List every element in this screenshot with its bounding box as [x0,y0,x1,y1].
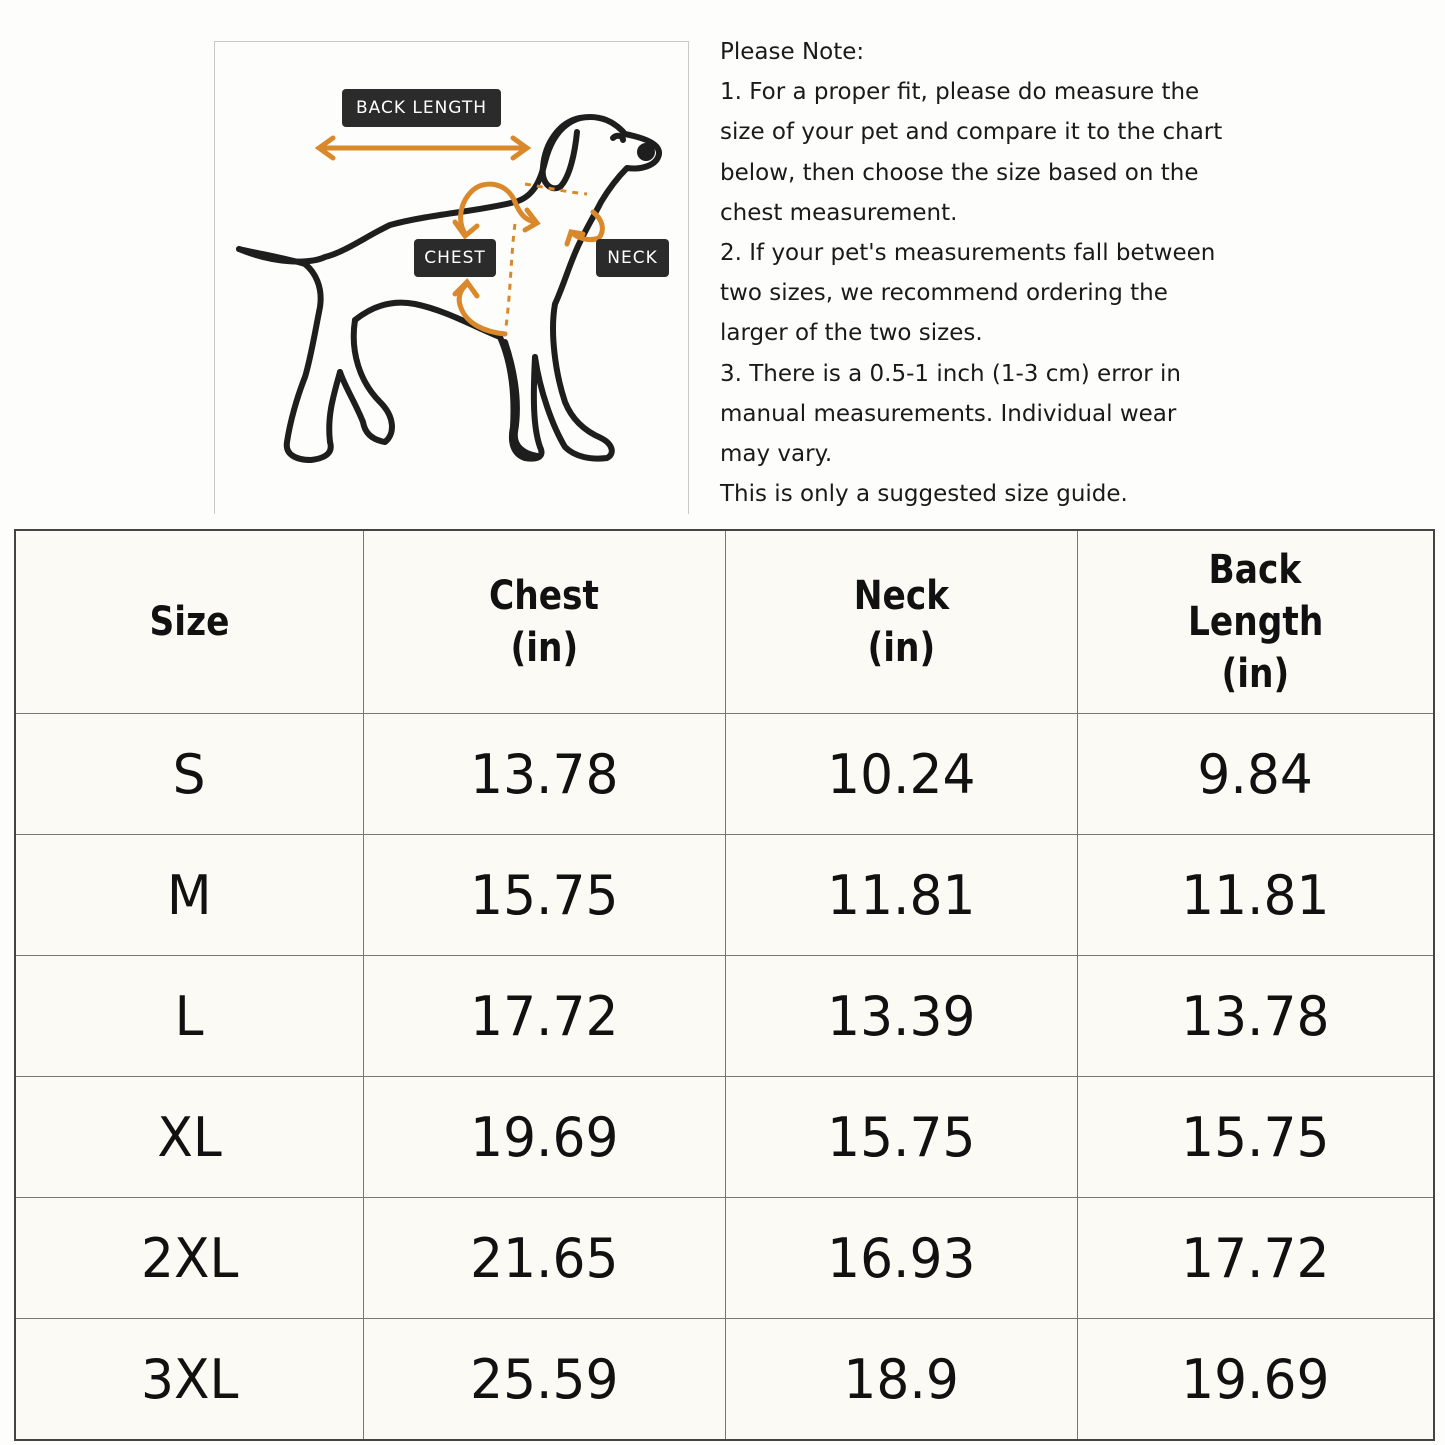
cell-neck [725,956,1077,1077]
cell-back-length [1077,1077,1434,1198]
table-row [15,1077,1434,1198]
size-chart-table [14,529,1435,1441]
back-length-tag: BACK LENGTH [342,89,501,127]
cell-text: 13.39 [826,984,976,1048]
cell-back-length [1077,835,1434,956]
cell-chest [363,1077,725,1198]
cell-text: 15.75 [469,863,619,927]
cell-text: 15.75 [826,1105,976,1169]
note-line: manual measurements. Individual wear [720,400,1177,427]
chest-tag: CHEST [414,239,496,277]
header-size [15,530,363,714]
cell-size [15,956,363,1077]
cell-back-length [1077,956,1434,1077]
cell-text: M [166,863,212,927]
cell-chest [363,714,725,835]
cell-text: 13.78 [1181,984,1330,1048]
cell-text: 15.75 [1181,1105,1330,1169]
cell-text: 11.81 [1181,863,1330,927]
header-back-label: Back [1208,547,1302,593]
note-line: Please Note: [720,39,865,65]
header-chest-unit: (in) [510,625,578,671]
header-size-label: Size [149,599,230,645]
cell-text: 17.72 [1181,1226,1330,1290]
cell-size [15,714,363,835]
cell-back-length [1077,1319,1434,1441]
cell-text: XL [157,1105,222,1169]
note-line: This is only a suggested size guide. [720,481,1128,508]
header-neck [725,530,1077,714]
cell-size [15,1319,363,1441]
cell-text: L [174,984,204,1048]
table-row [15,1319,1434,1441]
cell-neck [725,1319,1077,1441]
cell-text: 19.69 [469,1105,619,1169]
header-chest [363,530,725,714]
cell-text: 2XL [140,1226,238,1290]
note-line: 2. If your pet's measurements fall between [720,240,1216,267]
cell-text: 25.59 [469,1347,619,1411]
dog-silhouette [239,117,659,460]
cell-text: 17.72 [469,984,619,1048]
note-line: chest measurement. [720,199,958,226]
note-line: may vary. [720,441,833,468]
neck-tag: NECK [596,239,669,277]
cell-text: 3XL [140,1347,238,1411]
note-line: two sizes, we recommend ordering the [720,280,1168,307]
table-row [15,956,1434,1077]
cell-back-length [1077,714,1434,835]
header-back-length-unit: (in) [1221,651,1290,697]
size-guide-notes [720,32,1280,514]
cell-chest [363,1319,725,1441]
header-neck-unit: (in) [867,625,935,671]
table-row [15,835,1434,956]
cell-size [15,835,363,956]
cell-neck [725,1077,1077,1198]
table-row [15,1198,1434,1319]
header-back-length [1077,530,1434,714]
cell-text: 10.24 [826,742,976,806]
measurement-arrows [319,138,602,334]
header-chest-label: Chest [488,573,599,619]
note-line: below, then choose the size based on the [720,159,1199,186]
note-line: size of your pet and compare it to the chart [720,119,1223,146]
cell-text: 13.78 [469,742,619,806]
note-line: 3. There is a 0.5-1 inch (1-3 cm) error in [720,360,1181,387]
note-line: 1. For a proper fit, please do measure the [720,79,1200,106]
cell-chest [363,1198,725,1319]
cell-text: 18.9 [843,1347,959,1411]
cell-neck [725,835,1077,956]
cell-size [15,1077,363,1198]
table-header-row [15,530,1434,714]
cell-neck [725,1198,1077,1319]
cell-text: 9.84 [1197,742,1313,806]
cell-text: 16.93 [826,1226,976,1290]
cell-size [15,1198,363,1319]
cell-chest [363,835,725,956]
cell-neck [725,714,1077,835]
header-neck-label: Neck [853,573,949,619]
cell-text: 11.81 [826,863,976,927]
cell-back-length [1077,1198,1434,1319]
note-line: larger of the two sizes. [720,320,983,347]
cell-chest [363,956,725,1077]
dog-measurement-diagram [214,41,689,514]
cell-text: S [172,742,206,806]
table-row [15,714,1434,835]
header-length-label: Length [1187,599,1323,645]
cell-text: 21.65 [469,1226,619,1290]
cell-text: 19.69 [1181,1347,1330,1411]
